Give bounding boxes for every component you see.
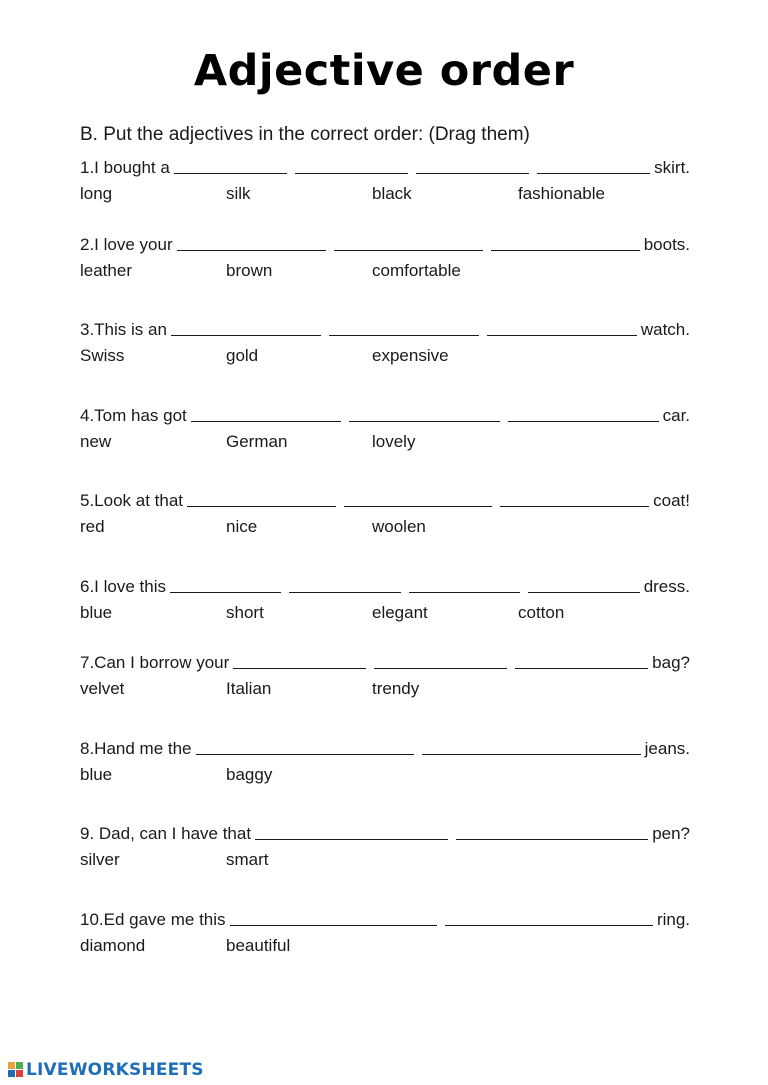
answer-blank[interactable]	[515, 668, 648, 669]
question-prefix: 7.Can I borrow your	[80, 653, 230, 672]
brand-name: LIVEWORKSHEETS	[26, 1060, 204, 1080]
question-prefix: 8.Hand me the	[80, 739, 192, 758]
answer-blank[interactable]	[191, 421, 342, 422]
question-prefix: 6.I love this	[80, 577, 166, 596]
question-item	[80, 156, 690, 216]
question-suffix: ring.	[656, 910, 691, 929]
draggable-word[interactable]: woolen	[372, 517, 426, 536]
answer-blank[interactable]	[528, 592, 639, 593]
draggable-word[interactable]: gold	[226, 346, 259, 365]
draggable-word[interactable]: diamond	[80, 936, 146, 955]
draggable-word[interactable]: beautiful	[226, 936, 291, 955]
draggable-word[interactable]: smart	[226, 850, 269, 869]
answer-blank[interactable]	[187, 506, 336, 507]
question-prefix: 1.I bought a	[80, 158, 170, 177]
answer-blank[interactable]	[289, 592, 400, 593]
question-item	[80, 651, 690, 711]
answer-blank[interactable]	[329, 335, 479, 336]
answer-blank[interactable]	[174, 173, 287, 174]
draggable-word[interactable]: elegant	[372, 603, 428, 622]
draggable-word[interactable]: expensive	[372, 346, 449, 365]
draggable-word[interactable]: leather	[80, 261, 132, 280]
draggable-word[interactable]: short	[226, 603, 264, 622]
liveworksheets-logo-icon	[8, 1062, 24, 1078]
draggable-word[interactable]: nice	[226, 517, 258, 536]
answer-blank[interactable]	[456, 839, 649, 840]
draggable-word[interactable]: lovely	[372, 432, 416, 451]
answer-blank[interactable]	[537, 173, 650, 174]
answer-blank[interactable]	[416, 173, 529, 174]
answer-blank[interactable]	[445, 925, 653, 926]
instruction-text: B. Put the adjectives in the correct order: (Drag them)	[80, 124, 530, 145]
question-suffix: car.	[662, 406, 691, 425]
answer-blank[interactable]	[344, 506, 493, 507]
question-suffix: boots.	[643, 235, 691, 254]
question-item	[80, 822, 690, 882]
question-sentence	[80, 489, 690, 511]
answer-blank[interactable]	[170, 592, 281, 593]
draggable-word[interactable]: German	[226, 432, 288, 451]
draggable-word[interactable]: comfortable	[372, 261, 461, 280]
answer-blank[interactable]	[171, 335, 321, 336]
question-sentence	[80, 575, 690, 597]
question-suffix: coat!	[653, 491, 690, 510]
question-sentence	[80, 233, 690, 255]
draggable-word[interactable]: trendy	[372, 679, 420, 698]
question-item	[80, 318, 690, 378]
question-item	[80, 737, 690, 797]
answer-blank[interactable]	[295, 173, 408, 174]
answer-blank[interactable]	[233, 668, 366, 669]
answer-blank[interactable]	[487, 335, 637, 336]
answer-blank[interactable]	[422, 754, 641, 755]
page-title: Adjective order	[193, 46, 575, 96]
question-sentence	[80, 908, 690, 930]
question-item	[80, 233, 690, 293]
draggable-word[interactable]: black	[372, 184, 412, 203]
draggable-word[interactable]: cotton	[518, 603, 565, 622]
question-sentence	[80, 156, 690, 178]
answer-blank[interactable]	[255, 839, 448, 840]
question-suffix: pen?	[652, 824, 691, 843]
answer-blank[interactable]	[374, 668, 507, 669]
question-prefix: 5.Look at that	[80, 491, 184, 510]
question-prefix: 9. Dad, can I have that	[80, 824, 252, 843]
question-item	[80, 575, 690, 635]
question-sentence	[80, 404, 690, 426]
question-suffix: jeans.	[644, 739, 691, 758]
question-prefix: 3.This is an	[80, 320, 167, 339]
draggable-word[interactable]: baggy	[226, 765, 273, 784]
question-sentence	[80, 318, 690, 340]
question-item	[80, 404, 690, 464]
question-prefix: 2.I love your	[80, 235, 173, 254]
question-suffix: dress.	[643, 577, 690, 596]
draggable-word[interactable]: brown	[226, 261, 273, 280]
question-suffix: skirt.	[654, 158, 691, 177]
draggable-word[interactable]: Swiss	[80, 346, 125, 365]
question-prefix: 10.Ed gave me this	[80, 910, 226, 929]
answer-blank[interactable]	[491, 250, 640, 251]
draggable-word[interactable]: Italian	[226, 679, 272, 698]
answer-blank[interactable]	[508, 421, 659, 422]
answer-blank[interactable]	[334, 250, 483, 251]
answer-blank[interactable]	[177, 250, 326, 251]
answer-blank[interactable]	[409, 592, 520, 593]
question-sentence	[80, 651, 690, 673]
draggable-word[interactable]: long	[80, 184, 113, 203]
answer-blank[interactable]	[500, 506, 649, 507]
draggable-word[interactable]: velvet	[80, 679, 125, 698]
answer-blank[interactable]	[230, 925, 438, 926]
question-item	[80, 489, 690, 549]
draggable-word[interactable]: red	[80, 517, 105, 536]
question-sentence	[80, 822, 690, 844]
footer-branding	[8, 1060, 204, 1080]
draggable-word[interactable]: silk	[226, 184, 251, 203]
draggable-word[interactable]: blue	[80, 765, 113, 784]
answer-blank[interactable]	[196, 754, 415, 755]
answer-blank[interactable]	[349, 421, 500, 422]
draggable-word[interactable]: fashionable	[518, 184, 605, 203]
draggable-word[interactable]: silver	[80, 850, 120, 869]
question-sentence	[80, 737, 690, 759]
question-suffix: watch.	[640, 320, 690, 339]
draggable-word[interactable]: new	[80, 432, 112, 451]
question-prefix: 4.Tom has got	[80, 406, 187, 425]
question-item	[80, 908, 690, 968]
draggable-word[interactable]: blue	[80, 603, 113, 622]
question-suffix: bag?	[652, 653, 690, 672]
